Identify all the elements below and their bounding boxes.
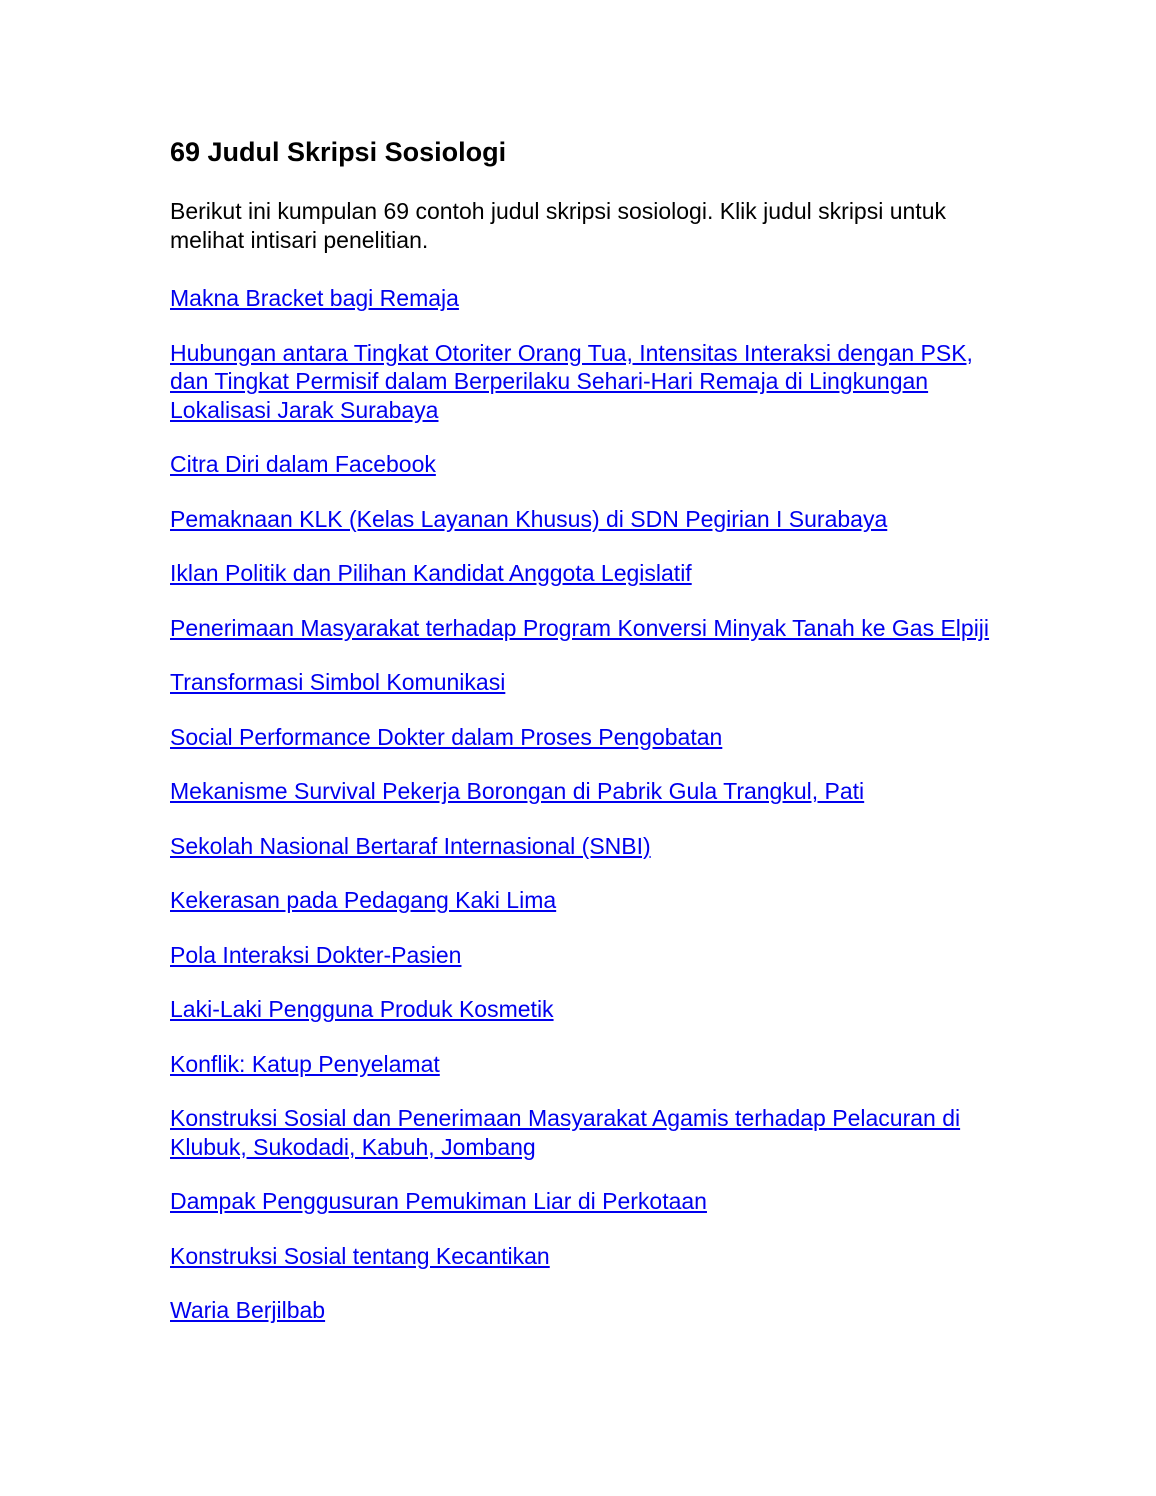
thesis-link[interactable]: Iklan Politik dan Pilihan Kandidat Anggota Legislatif [170, 560, 692, 586]
thesis-link[interactable]: Transformasi Simbol Komunikasi [170, 669, 506, 695]
thesis-link[interactable]: Pola Interaksi Dokter-Pasien [170, 941, 462, 968]
intro-paragraph: Berikut ini kumpulan 69 contoh judul skripsi sosiologi. Klik judul skripsi untuk melihat intisari penelitian. [170, 198, 946, 253]
thesis-link[interactable]: Waria Berjilbab [170, 1297, 326, 1323]
thesis-link[interactable]: Konflik: Katup Penyelamat [170, 1050, 440, 1077]
thesis-link[interactable]: Sekolah Nasional Bertaraf Internasional (SNBI) [170, 832, 651, 859]
list-item [170, 1242, 990, 1271]
list-item [170, 559, 990, 588]
thesis-link[interactable]: Social Performance Dokter dalam Proses Pengobatan [170, 723, 723, 750]
document-page [170, 133, 990, 1351]
list-item [170, 505, 990, 534]
thesis-link[interactable]: Hubungan antara Tingkat Otoriter Orang Tua, Intensitas Interaksi dengan PSK, dan Tingkat Permisif dalam Berperilaku Sehari-Hari Remaja di Lingkungan Lokalisasi Jarak Surabaya [170, 339, 973, 423]
thesis-link[interactable]: Mekanisme Survival Pekerja Borongan di Pabrik Gula Trangkul, Pati [170, 778, 865, 804]
list-item [170, 1050, 990, 1079]
list-item [170, 886, 990, 915]
list-item [170, 284, 990, 313]
list-item [170, 777, 990, 806]
thesis-link[interactable]: Penerimaan Masyarakat terhadap Program Konversi Minyak Tanah ke Gas Elpiji [170, 614, 990, 641]
list-item [170, 1104, 990, 1161]
list-item [170, 1187, 990, 1216]
thesis-link[interactable]: Citra Diri dalam Facebook [170, 451, 436, 477]
list-item [170, 450, 990, 479]
list-item [170, 668, 990, 697]
thesis-link[interactable]: Laki-Laki Pengguna Produk Kosmetik [170, 996, 554, 1022]
list-item [170, 941, 990, 970]
thesis-link[interactable]: Dampak Penggusuran Pemukiman Liar di Perkotaan [170, 1188, 707, 1214]
thesis-link[interactable]: Makna Bracket bagi Remaja [170, 285, 459, 311]
thesis-link[interactable]: Konstruksi Sosial tentang Kecantikan [170, 1242, 550, 1269]
thesis-link[interactable]: Kekerasan pada Pedagang Kaki Lima [170, 887, 557, 913]
list-item [170, 723, 990, 752]
page-title: 69 Judul Skripsi Sosiologi [170, 137, 507, 167]
thesis-link[interactable]: Pemaknaan KLK (Kelas Layanan Khusus) di SDN Pegirian I Surabaya [170, 505, 888, 532]
thesis-title-list [170, 284, 990, 1325]
list-item [170, 995, 990, 1024]
list-item [170, 614, 990, 643]
list-item [170, 832, 990, 861]
list-item [170, 339, 990, 425]
list-item [170, 1296, 990, 1325]
thesis-link[interactable]: Konstruksi Sosial dan Penerimaan Masyarakat Agamis terhadap Pelacuran di Klubuk, Sukodadi, Kabuh, Jombang [170, 1105, 961, 1160]
